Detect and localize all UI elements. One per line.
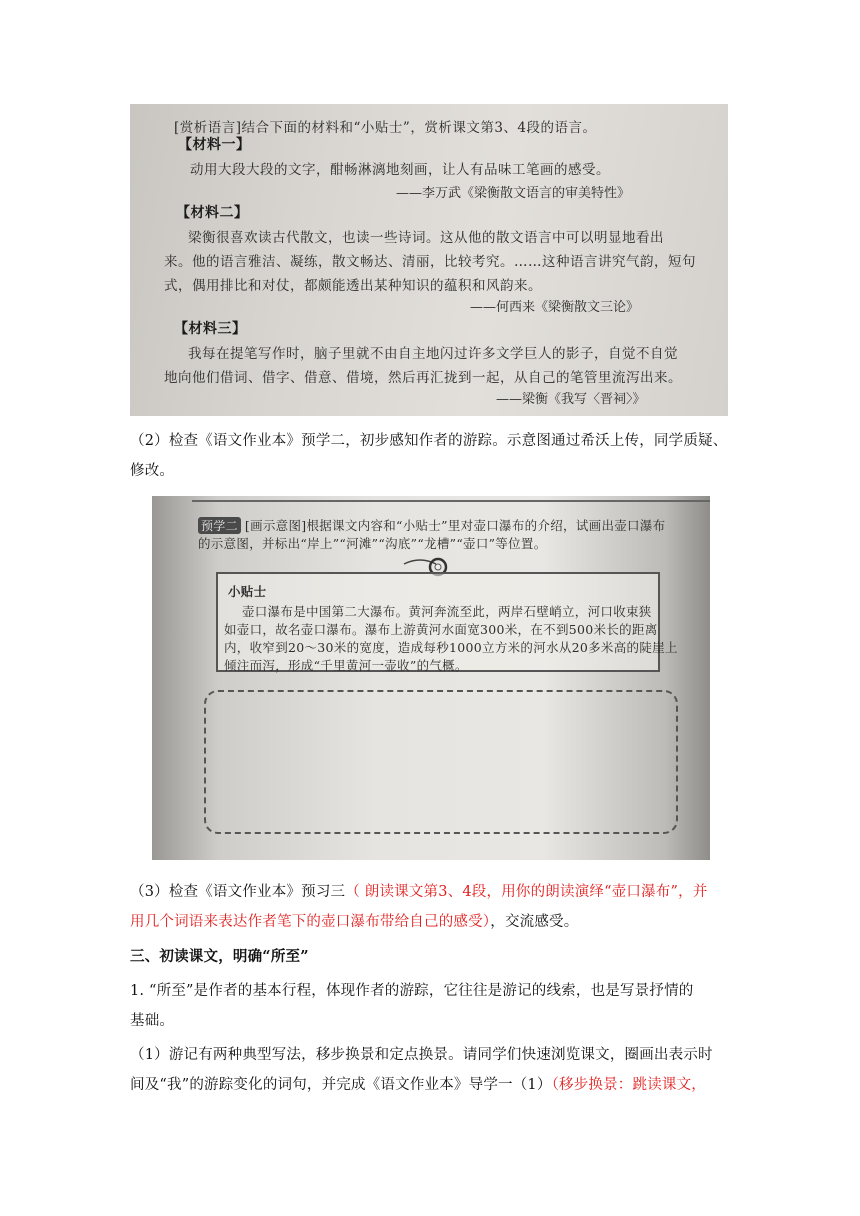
sub-1-line-1: （1）游记有两种典型写法，移步换景和定点换景。请同学们快速浏览课文，圈画出表示时 bbox=[130, 1047, 713, 1063]
exercise-instruction-line-1 bbox=[198, 516, 665, 534]
tip-line-2: 如壶口，故名壶口瀑布。瀑布上游黄河水面宽300米，在不到500米长的距离 bbox=[224, 622, 658, 637]
material-1-title: 【材料一】 bbox=[178, 137, 251, 153]
textbook-photo-materials bbox=[130, 104, 728, 416]
para-3-tail: ，交流感受。 bbox=[490, 914, 579, 930]
exercise-badge: 预学二 bbox=[198, 517, 241, 534]
para-2-line-2: 修改。 bbox=[130, 463, 175, 479]
drawing-area bbox=[204, 690, 678, 834]
material-1-text: 动用大段大段的文字，酣畅淋漓地刻画，让人有品味工笔画的感受。 bbox=[190, 162, 610, 178]
exercise-instruction-line-2: 的示意图，并标出“岸上”“河滩”“沟底”“龙槽”“壶口”等位置。 bbox=[198, 536, 547, 551]
material-2-line-3: 式，偶用排比和对仗，都颇能透出某种知识的蕴积和风韵来。 bbox=[164, 278, 542, 294]
material-3-source: ——梁衡《我写〈晋祠〉》 bbox=[496, 392, 646, 407]
sub-1-line-2 bbox=[130, 1073, 706, 1094]
tip-box bbox=[216, 572, 678, 673]
material-2-line-2: 来。他的语言雅洁、凝练，散文畅达、清丽，比较考究。……这种语言讲究气韵，短句 bbox=[164, 254, 696, 270]
para-3-line-2 bbox=[130, 910, 578, 931]
material-2-source: ——何西来《梁衡散文三论》 bbox=[470, 300, 640, 315]
tip-title: 小贴士 bbox=[228, 584, 267, 599]
material-1-source: ——李万武《梁衡散文语言的审美特性》 bbox=[396, 186, 631, 201]
exercise-instruction-text: [画示意图]根据课文内容和“小贴士”里对壶口瀑布的介绍，试画出壶口瀑布 bbox=[244, 518, 666, 533]
point-1-line-1: 1. “所至”是作者的基本行程，体现作者的游踪，它往往是游记的线索，也是写景抒情的 bbox=[130, 983, 694, 999]
tip-line-1: 壶口瀑布是中国第二大瀑布。黄河奔流至此，两岸石壁峭立，河口收束狭 bbox=[242, 604, 652, 619]
para-3-red-2: 用几个词语来表达作者笔下的壶口瀑布带给自己的感受） bbox=[130, 914, 491, 930]
material-3-line-1: 我每在提笔写作时，脑子里就不由自主地闪过许多文学巨人的影子，自觉不自觉 bbox=[188, 346, 678, 362]
workbook-photo-diagram bbox=[152, 496, 710, 860]
para-3-red-1: （ 朗读课文第3、4段，用你的朗读演绎“壶口瀑布”，并 bbox=[345, 884, 708, 900]
para-2-line-1: （2）检查《语文作业本》预学二，初步感知作者的游踪。示意图通过希沃上传，同学质疑、 bbox=[130, 433, 728, 449]
materials-header: [赏析语言]结合下面的材料和“小贴士”，赏析课文第3、4段的语言。 bbox=[174, 120, 597, 136]
sub-1-red: （移步换景：跳读课文， bbox=[551, 1077, 707, 1093]
point-1-line-2: 基础。 bbox=[130, 1013, 175, 1029]
section-3-heading: 三、初读课文，明确“所至” bbox=[130, 948, 309, 965]
material-2-title: 【材料二】 bbox=[176, 205, 249, 221]
para-3-line-1 bbox=[130, 880, 708, 901]
sub-1-lead: 间及“我”的游踪变化的词句，并完成《语文作业本》导学一（1） bbox=[130, 1077, 552, 1093]
para-3-lead: （3）检查《语文作业本》预习三 bbox=[130, 884, 346, 900]
material-2-line-1: 梁衡很喜欢读古代散文，也读一些诗词。这从他的散文语言中可以明显地看出 bbox=[188, 230, 664, 246]
page-rule bbox=[192, 500, 710, 502]
material-3-title: 【材料三】 bbox=[174, 321, 247, 337]
tip-line-4: 倾注而泻，形成“千里黄河一壶收”的气概。 bbox=[224, 658, 468, 673]
material-3-line-2: 地向他们借词、借字、借意、借境，然后再汇拢到一起，从自己的笔管里流泻出来。 bbox=[164, 370, 682, 386]
tip-line-3: 内，收窄到20～30米的宽度，造成每秒1000立方米的河水从20多米高的陡崖上 bbox=[224, 640, 678, 655]
